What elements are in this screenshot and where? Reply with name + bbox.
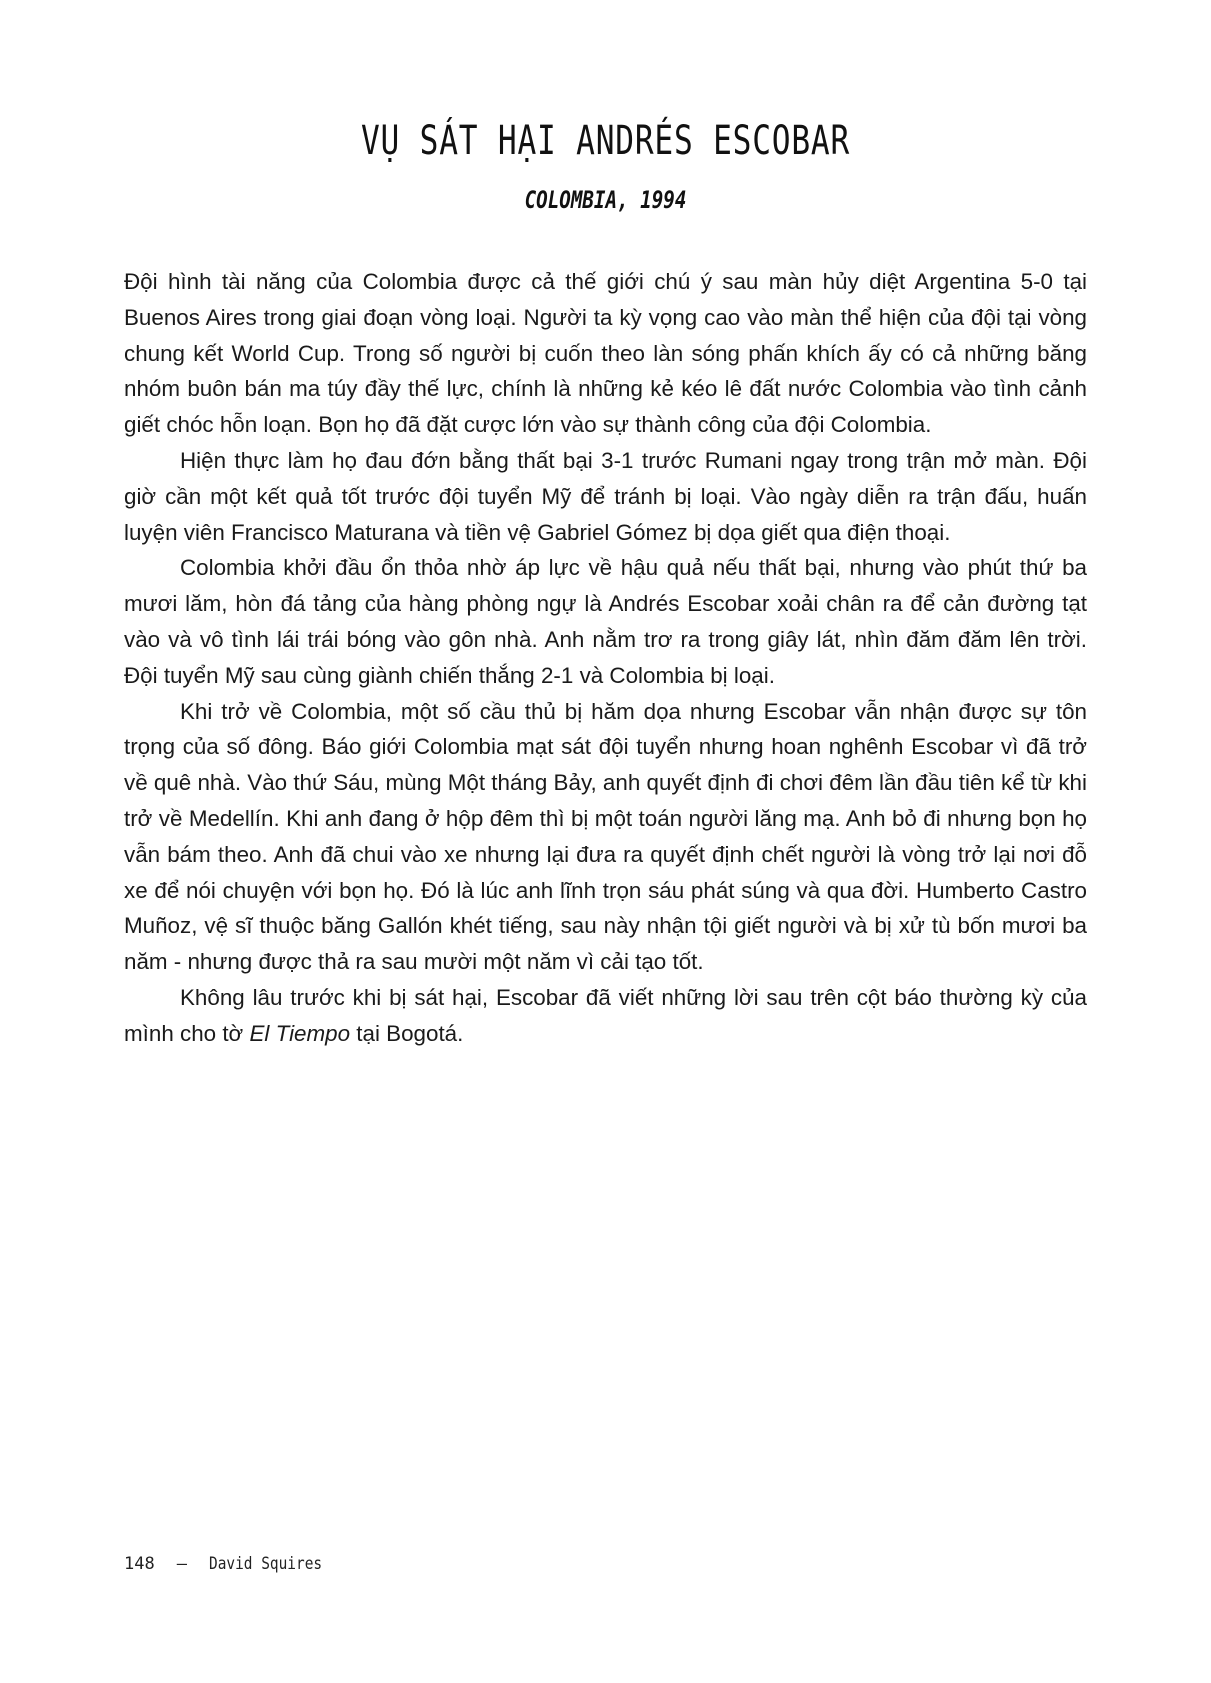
paragraph: Đội hình tài năng của Colombia được cả thế giới chú ý sau màn hủy diệt Argentina 5-0 tại Buenos Aires trong giai đoạn vòng loại. Người ta kỳ vọng cao vào màn thể hiện của đội tại vòng chung kết World Cup. Trong số người bị cuốn theo làn sóng phấn khích ấy có cả những băng nhóm buôn bán ma túy đầy thế lực, chính là những kẻ kéo lê đất nước Colombia vào tình cảnh giết chóc hỗn loạn. Bọn họ đã đặt cược lớn vào sự thành công của đội Colombia. — [124, 269, 1087, 438]
newspaper-name: El Tiempo — [249, 1020, 351, 1046]
footer-separator: – — [176, 1554, 187, 1574]
paragraph-text: tại Bogotá. — [350, 1020, 464, 1046]
body-text — [124, 264, 1087, 1052]
paragraph: Khi trở về Colombia, một số cầu thủ bị hăm dọa nhưng Escobar vẫn nhận được sự tôn trọng của số đông. Báo giới Colombia mạt sát đội tuyển nhưng hoan nghênh Escobar vì đã trở về quê nhà. Vào thứ Sáu, mùng Một tháng Bảy, anh quyết định đi chơi đêm lần đầu tiên kể từ khi trở về Medellín. Khi anh đang ở hộp đêm thì bị một toán người lăng mạ. Anh bỏ đi nhưng bọn họ vẫn bám theo. Anh đã chui vào xe nhưng lại đưa ra quyết định chết người là vòng trở lại nơi đỗ xe để nói chuyện với bọn họ. Đó là lúc anh lĩnh trọn sáu phát súng và qua đời. Humberto Castro Muñoz, vệ sĩ thuộc băng Gallón khét tiếng, sau này nhận tội giết người và bị xử tù bốn mươi ba năm - nhưng được thả ra sau mười một năm vì cải tạo tốt. — [124, 698, 1087, 975]
paragraph-text: Không lâu trước khi bị sát hại, Escobar đã viết những lời sau trên cột báo thường kỳ của mình cho tờ — [124, 984, 1087, 1046]
chapter-subtitle: COLOMBIA, 1994 — [524, 186, 687, 214]
page-footer — [124, 1554, 342, 1574]
page-number: 148 — [124, 1554, 155, 1574]
paragraph-last — [124, 980, 1087, 1052]
chapter-title: VỤ SÁT HẠI ANDRÉS ESCOBAR — [360, 118, 851, 164]
author-name: David Squires — [208, 1554, 323, 1574]
paragraph: Hiện thực làm họ đau đớn bằng thất bại 3-1 trước Rumani ngay trong trận mở màn. Đội giờ cần một kết quả tốt trước đội tuyển Mỹ để tránh bị loại. Vào ngày diễn ra trận đấu, huấn luyện viên Francisco Maturana và tiền vệ Gabriel Gómez bị dọa giết qua điện thoại. — [124, 447, 1087, 545]
paragraph: Colombia khởi đầu ổn thỏa nhờ áp lực về hậu quả nếu thất bại, nhưng vào phút thứ ba mươi lăm, hòn đá tảng của hàng phòng ngự là Andrés Escobar xoải chân ra để cản đường tạt vào và vô tình lái trái bóng vào gôn nhà. Anh nằm trơ ra trong giây lát, nhìn đăm đăm lên trời. Đội tuyển Mỹ sau cùng giành chiến thắng 2-1 và Colombia bị loại. — [124, 555, 1087, 688]
